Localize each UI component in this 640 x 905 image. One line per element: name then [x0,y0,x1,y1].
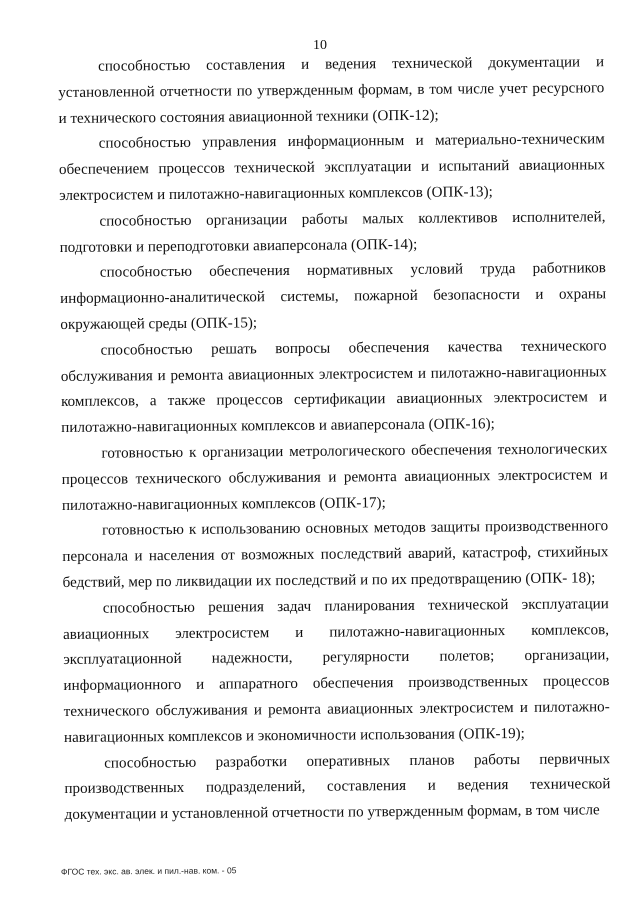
document-body [58,50,611,829]
competency-paragraph-opk-15: способностью обеспечения нормативных условий труда работников информационно-аналитической системы, пожарной безопасности и охраны окружающей среды (ОПК-15); [60,260,607,333]
competency-paragraph-opk-17: готовностью к организации метрологического обеспечения технологических процессов технического обслуживания и ремонта авиационных электросистем и пилотажно-навигационных комплексов (ОПК-17); [61,441,608,514]
competency-paragraph-opk-12: способностью составления и ведения технической документации и установленной отчетности по утвержденным формам, в том числе учет ресурсного и технического состояния авиационной техники (ОПК-12); [58,54,605,127]
competency-paragraph-opk-18: готовностью к использованию основных методов защиты производственного персонала и населения от возможных последствий аварий, катастроф, стихийных бедствий, мер по ликвидации их последствий и по их предотвращению (ОПК- 18); [62,518,609,591]
page-footer: ФГОС тех. экс. ав. элек. и пил.-нав. ком. - 05 [60,865,237,877]
competency-paragraph-opk-13: способностью управления информационным и материально-техническим обеспечением процессов технической эксплуатации и испытаний авиационных электросистем и пилотажно-навигационных комплексов (ОПК-13); [58,131,606,204]
competency-paragraph-opk-14: способностью организации работы малых коллективов исполнителей, подготовки и переподготовки авиаперсонала (ОПК-14); [59,209,606,256]
competency-paragraph-opk-16: способностью решать вопросы обеспечения качества технического обслуживания и ремонта авиационных электросистем и пилотажно-навигационных комплексов, а также процессов сертификации авиационных электросистем и пилотажно-навигационных комплексов и авиаперсонала (ОПК-16); [60,337,608,437]
page-number: 10 [313,38,327,53]
competency-paragraph-opk-19: способностью решения задач планирования технической эксплуатации авиационных электросистем и пилотажно-навигационных комплексов, эксплуатационной надежности, регулярности полетов; организации, информационного и аппаратного обеспечения производственных процессов технического обслуживания и ремонта авиационных электросистем и пилотажно-навигационных комплексов и экономичности использования (ОПК-19); [62,595,610,746]
competency-paragraph-continued: способностью разработки оперативных планов работы первичных производственных подразделений, составления и ведения технической документации и установленной отчетности по утвержденным формам, в том числе [64,750,611,824]
